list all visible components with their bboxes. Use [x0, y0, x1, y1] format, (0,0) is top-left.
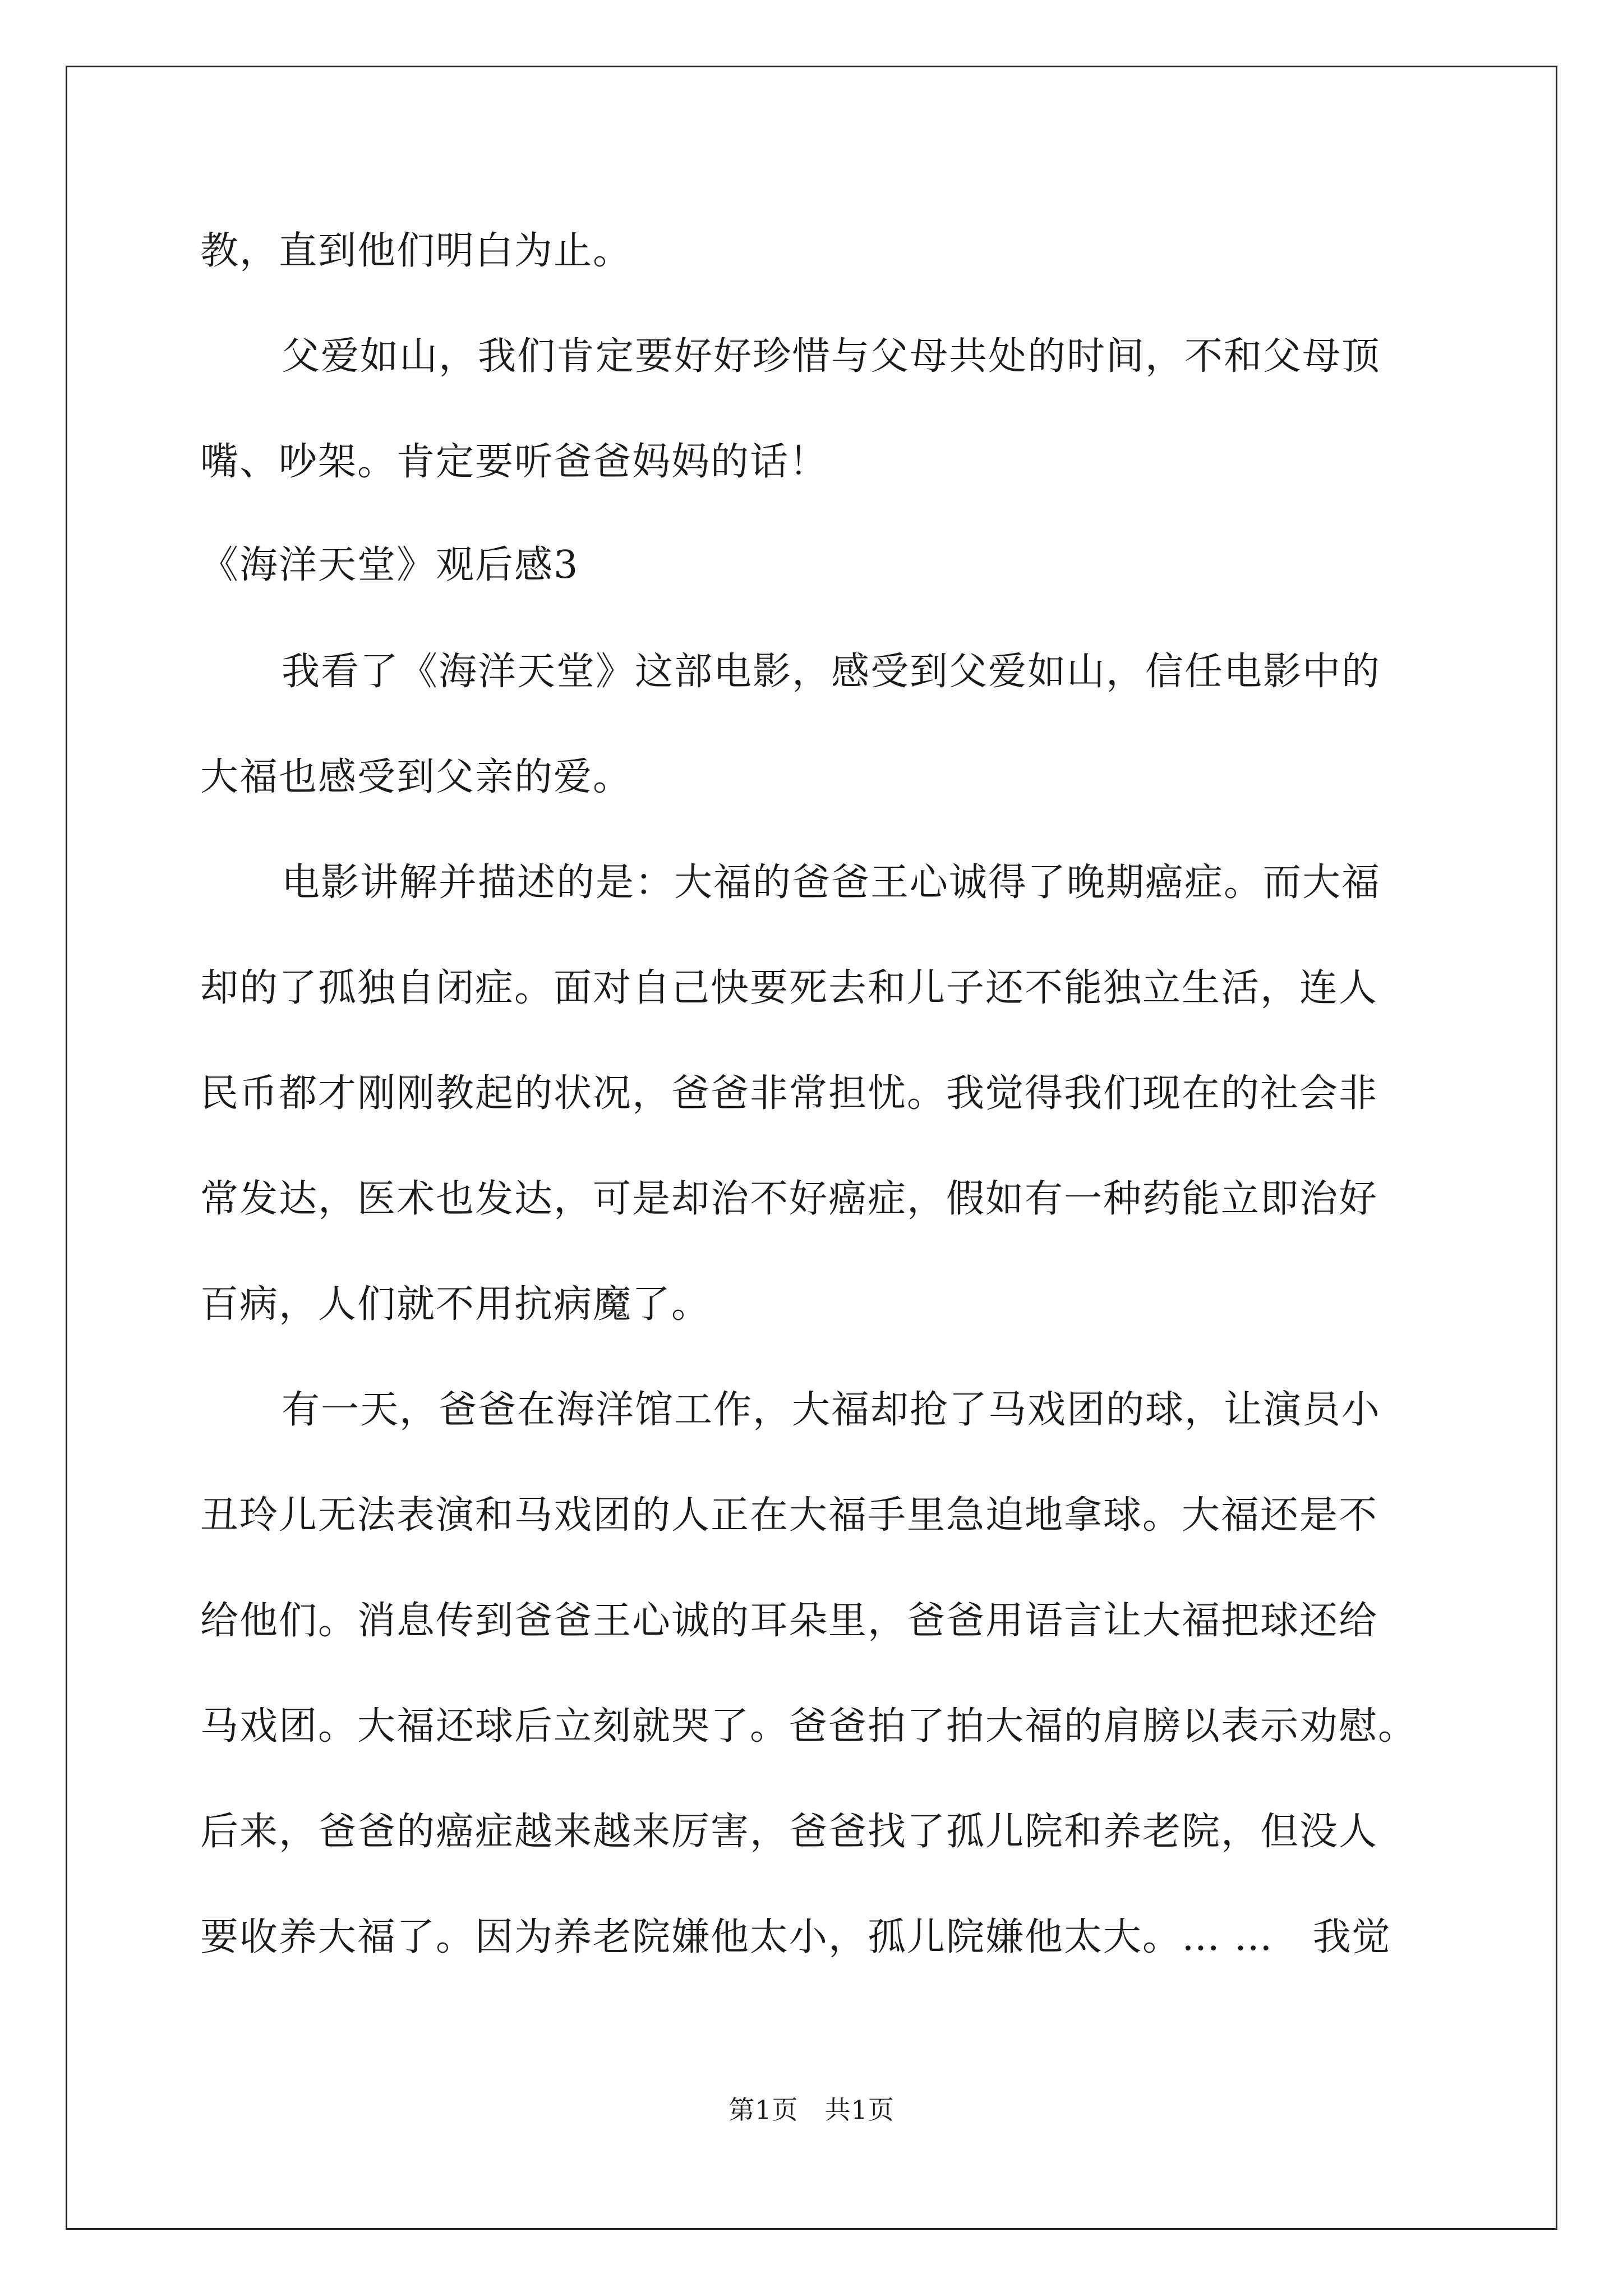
paragraph-line: 民币都才刚刚教起的状况，爸爸非常担忧。我觉得我们现在的社会非 [200, 1071, 1378, 1116]
paragraph-line: 百病，人们就不用抗病魔了。 [200, 1282, 711, 1327]
page-footer: 第1页 共1页 [728, 2095, 895, 2125]
paragraph-line: 有一天，爸爸在海洋馆工作，大福却抢了马戏团的球，让演员小 [282, 1388, 1381, 1432]
paragraph-line: 常发达，医术也发达，可是却治不好癌症，假如有一种药能立即治好 [200, 1177, 1378, 1221]
page-border [66, 66, 1557, 2230]
paragraph-line: 嘴、吵架。肯定要听爸爸妈妈的话！ [200, 440, 829, 484]
paragraph-line: 却的了孤独自闭症。面对自己快要死去和儿子还不能独立生活，连人 [200, 966, 1378, 1010]
paragraph-line: 要收养大福了。因为养老院嫌他太小，孤儿院嫌他太大。… … 我觉 [200, 1915, 1391, 1959]
paragraph-line: 丑玲儿无法表演和马戏团的人正在大福手里急迫地拿球。大福还是不 [200, 1493, 1378, 1538]
paragraph-line: 父爱如山，我们肯定要好好珍惜与父母共处的时间，不和父母顶 [282, 334, 1381, 379]
paragraph-line: 后来，爸爸的癌症越来越来厉害，爸爸找了孤儿院和养老院，但没人 [200, 1810, 1378, 1854]
paragraph-line: 电影讲解并描述的是：大福的爸爸王心诚得了晚期癌症。而大福 [282, 861, 1381, 905]
paragraph-line: 教，直到他们明白为止。 [200, 229, 633, 273]
paragraph-line: 马戏团。大福还球后立刻就哭了。爸爸拍了拍大福的肩膀以表示劝慰。 [200, 1704, 1418, 1749]
section-title: 《海洋天堂》观后感3 [200, 543, 579, 587]
paragraph-line: 给他们。消息传到爸爸王心诚的耳朵里，爸爸用语言让大福把球还给 [200, 1599, 1378, 1643]
paragraph-line: 大福也感受到父亲的爱。 [200, 755, 633, 799]
paragraph-line: 我看了《海洋天堂》这部电影，感受到父爱如山，信任电影中的 [282, 650, 1381, 694]
